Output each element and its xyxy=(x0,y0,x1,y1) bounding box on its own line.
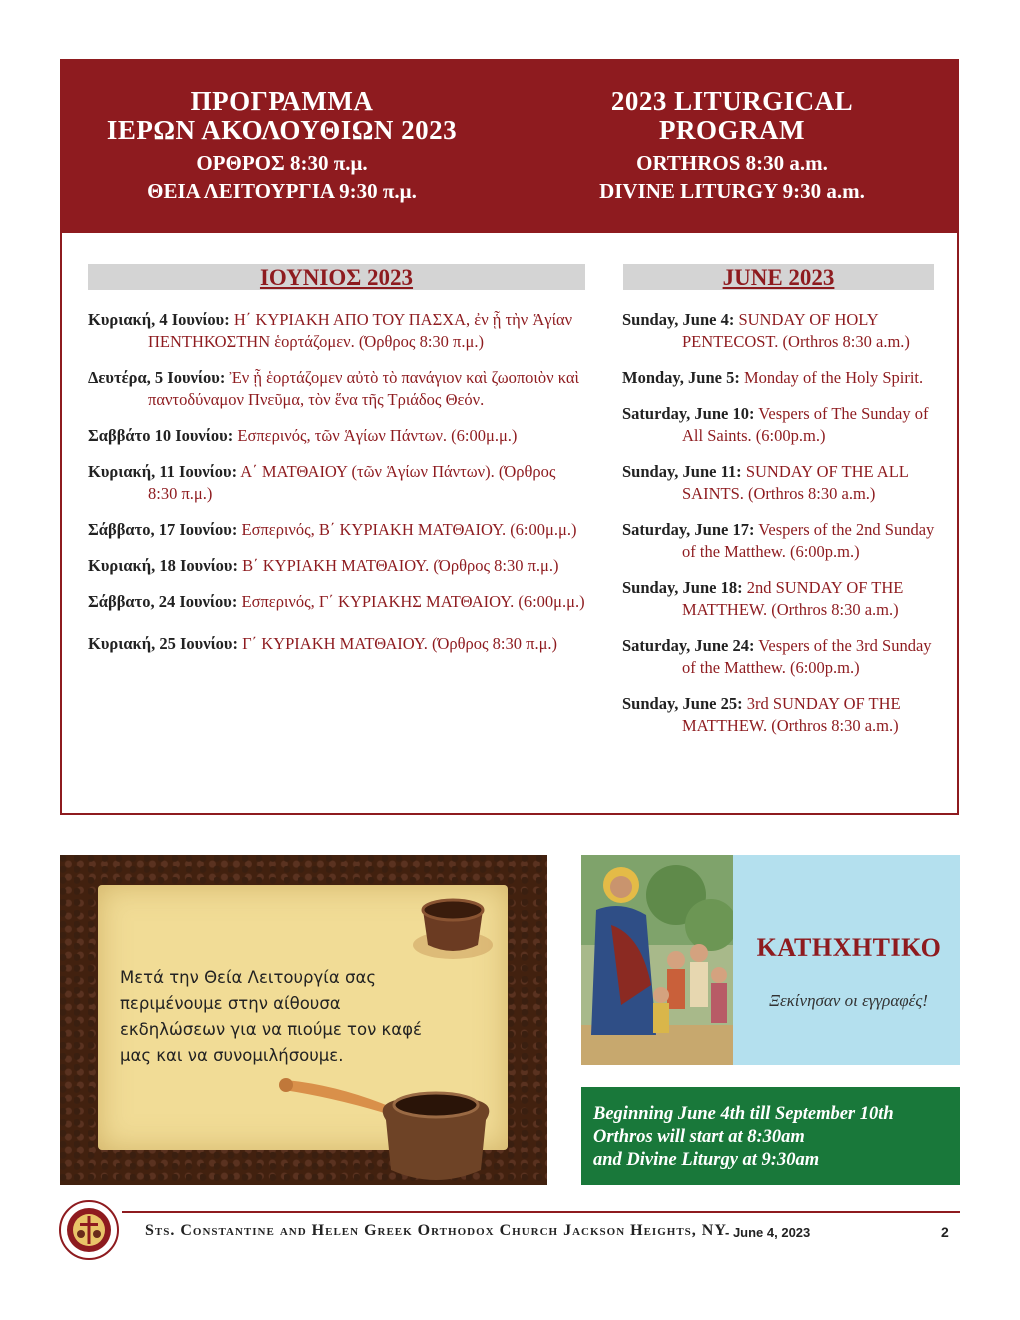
entry-text: Εσπερινός, Γ΄ ΚΥΡΙΑΚΗΣ ΜΑΤΘΑΙΟΥ. (6:00μ.μ.) xyxy=(237,592,585,611)
entry-text: Εσπερινός, τῶν Ἁγίων Πάντων. (6:00μ.μ.) xyxy=(233,426,518,445)
english-title-1: 2023 LITURGICAL xyxy=(610,86,854,116)
catechism-title: ΚΑΤΗΧΗΤΙΚΟ xyxy=(756,933,942,962)
entry-day: Σαββάτο 10 Ιουνίου: xyxy=(88,426,234,445)
greek-month-heading-text: ΙΟΥΝΙΟΣ 2023 xyxy=(259,265,414,290)
list-item xyxy=(622,519,942,563)
coffee-paper-card xyxy=(98,885,508,1150)
entry-text: Vespers of The Sunday of All Saints. (6:00p.m.) xyxy=(682,404,929,445)
catechism-subtitle: Ξεκίνησαν οι εγγραφές! xyxy=(769,991,928,1010)
notice-line-3: and Divine Liturgy at 9:30am xyxy=(593,1150,820,1170)
english-title-2: PROGRAM xyxy=(659,115,805,145)
entry-day: Sunday, June 11: xyxy=(622,462,742,481)
greek-liturgy-time: ΘΕΙΑ ΛΕΙΤΟΥΡΓΙΑ 9:30 π.μ. xyxy=(147,179,417,203)
notice-line-1: Beginning June 4th till September 10th xyxy=(593,1104,894,1124)
list-item xyxy=(88,633,588,655)
list-item xyxy=(88,555,588,577)
entry-text: SUNDAY OF THE ALL SAINTS. (Orthros 8:30 a.m.) xyxy=(682,462,909,503)
entry-day: Sunday, June 4: xyxy=(622,310,735,329)
entry-day: Κυριακή, 4 Ιουνίου: xyxy=(88,310,230,329)
entry-text: Γ΄ ΚΥΡΙΑΚΗ ΜΑΤΘΑΙΟΥ. (Όρθρος 8:30 π.μ.) xyxy=(238,634,558,653)
liturgical-program-box xyxy=(60,59,959,815)
english-month-heading-text: JUNE 2023 xyxy=(722,265,835,290)
list-item xyxy=(622,461,942,505)
greek-title-1: ΠΡΟΓΡΑΜΜΑ xyxy=(190,86,374,116)
list-item xyxy=(88,519,588,541)
list-item xyxy=(622,367,942,389)
program-banner xyxy=(62,61,957,233)
english-banner xyxy=(512,87,952,205)
list-item xyxy=(622,635,942,679)
greek-title-2: ΙΕΡΩΝ ΑΚΟΛΟΥΘΙΩΝ 2023 xyxy=(106,115,458,145)
greek-banner xyxy=(62,87,502,205)
entry-day: Monday, June 5: xyxy=(622,368,740,387)
entry-text: Monday of the Holy Spirit. xyxy=(739,368,924,387)
list-item xyxy=(88,309,588,353)
notice-line-2: Orthros will start at 8:30am xyxy=(593,1127,805,1147)
list-item xyxy=(622,403,942,447)
entry-text: Vespers of the 2nd Sunday of the Matthew. (6:00p.m.) xyxy=(682,520,935,561)
entry-day: Σάββατο, 17 Ιουνίου: xyxy=(88,520,238,539)
entry-day: Saturday, June 24: xyxy=(622,636,755,655)
greek-orthros-time: ΟΡΘΡΟΣ 8:30 π.μ. xyxy=(196,151,368,175)
entry-text: Εσπερινός, Β΄ ΚΥΡΙΑΚΗ ΜΑΤΘΑΙΟΥ. (6:00μ.μ.) xyxy=(237,520,577,539)
entry-day: Κυριακή, 11 Ιουνίου: xyxy=(88,462,238,481)
english-liturgy-time: DIVINE LITURGY 9:30 a.m. xyxy=(599,179,865,203)
coffee-hour-panel xyxy=(60,855,547,1185)
summer-schedule-notice xyxy=(581,1087,960,1185)
catechism-panel xyxy=(581,855,960,1065)
list-item xyxy=(88,461,588,505)
christ-blessing-children-icon xyxy=(581,855,733,1065)
footer-date: - June 4, 2023 xyxy=(725,1225,811,1240)
entry-day: Σάββατο, 24 Ιουνίου: xyxy=(88,592,238,611)
entry-day: Κυριακή, 25 Ιουνίου: xyxy=(88,634,238,653)
entry-text: Ἐν ᾗ ἑορτάζομεν αὐτὸ τὸ πανάγιον καὶ ζωοποιὸν καὶ παντοδύναμον Πνεῦμα, τὸν ἕνα τῆς Τριάδος Θεόν. xyxy=(148,368,579,409)
greek-month-heading xyxy=(88,264,585,290)
list-item xyxy=(88,591,588,613)
footer-divider xyxy=(122,1211,960,1213)
coffee-message: Μετά την Θεία Λειτουργία σας περιμένουμε στην αίθουσα εκδηλώσεων για να πιούμε τον καφέ μας και να συνομιλήσουμε. xyxy=(120,968,422,1065)
entry-text: Η΄ ΚΥΡΙΑΚΗ ΑΠΟ ΤΟΥ ΠΑΣΧΑ, ἐν ᾗ τὴν Ἁγίαν ΠΕΝΤΗΚΟΣΤΗΝ ἑορτάζομεν. (Όρθρος 8:30 π.μ.) xyxy=(148,310,573,351)
entry-day: Κυριακή, 18 Ιουνίου: xyxy=(88,556,238,575)
entry-day: Saturday, June 10: xyxy=(622,404,755,423)
list-item xyxy=(88,425,588,447)
church-seal-icon xyxy=(59,1200,119,1260)
page-number: 2 xyxy=(941,1224,949,1240)
english-orthros-time: ORTHROS 8:30 a.m. xyxy=(636,151,828,175)
entry-day: Δευτέρα, 5 Ιουνίου: xyxy=(88,368,226,387)
english-schedule-list xyxy=(622,309,942,751)
entry-text: 2nd SUNDAY OF THE MATTHEW. (Orthros 8:30 a.m.) xyxy=(682,578,904,619)
entry-day: Saturday, June 17: xyxy=(622,520,755,539)
entry-day: Sunday, June 25: xyxy=(622,694,743,713)
list-item xyxy=(622,309,942,353)
footer-church-name: Sts. Constantine and Helen Greek Orthodox Church Jackson Heights, NY xyxy=(145,1222,727,1239)
list-item xyxy=(622,693,942,737)
english-month-heading xyxy=(623,264,934,290)
greek-schedule-list xyxy=(88,309,588,669)
list-item xyxy=(88,367,588,411)
entry-text: Vespers of the 3rd Sunday of the Matthew. (6:00p.m.) xyxy=(682,636,932,677)
list-item xyxy=(622,577,942,621)
entry-day: Sunday, June 18: xyxy=(622,578,743,597)
entry-text: Β΄ ΚΥΡΙΑΚΗ ΜΑΤΘΑΙΟΥ. (Όρθρος 8:30 π.μ.) xyxy=(238,556,559,575)
entry-text: 3rd SUNDAY OF THE MATTHEW. (Orthros 8:30 a.m.) xyxy=(682,694,901,735)
coffee-cup-icon xyxy=(408,875,498,965)
entry-text: SUNDAY OF HOLY PENTECOST. (Orthros 8:30 a.m.) xyxy=(682,310,910,351)
entry-text: Α΄ ΜΑΤΘΑΙΟΥ (τῶν Ἁγίων Πάντων). (Όρθρος 8:30 π.μ.) xyxy=(148,462,556,503)
coffee-pot-icon xyxy=(276,1050,496,1190)
